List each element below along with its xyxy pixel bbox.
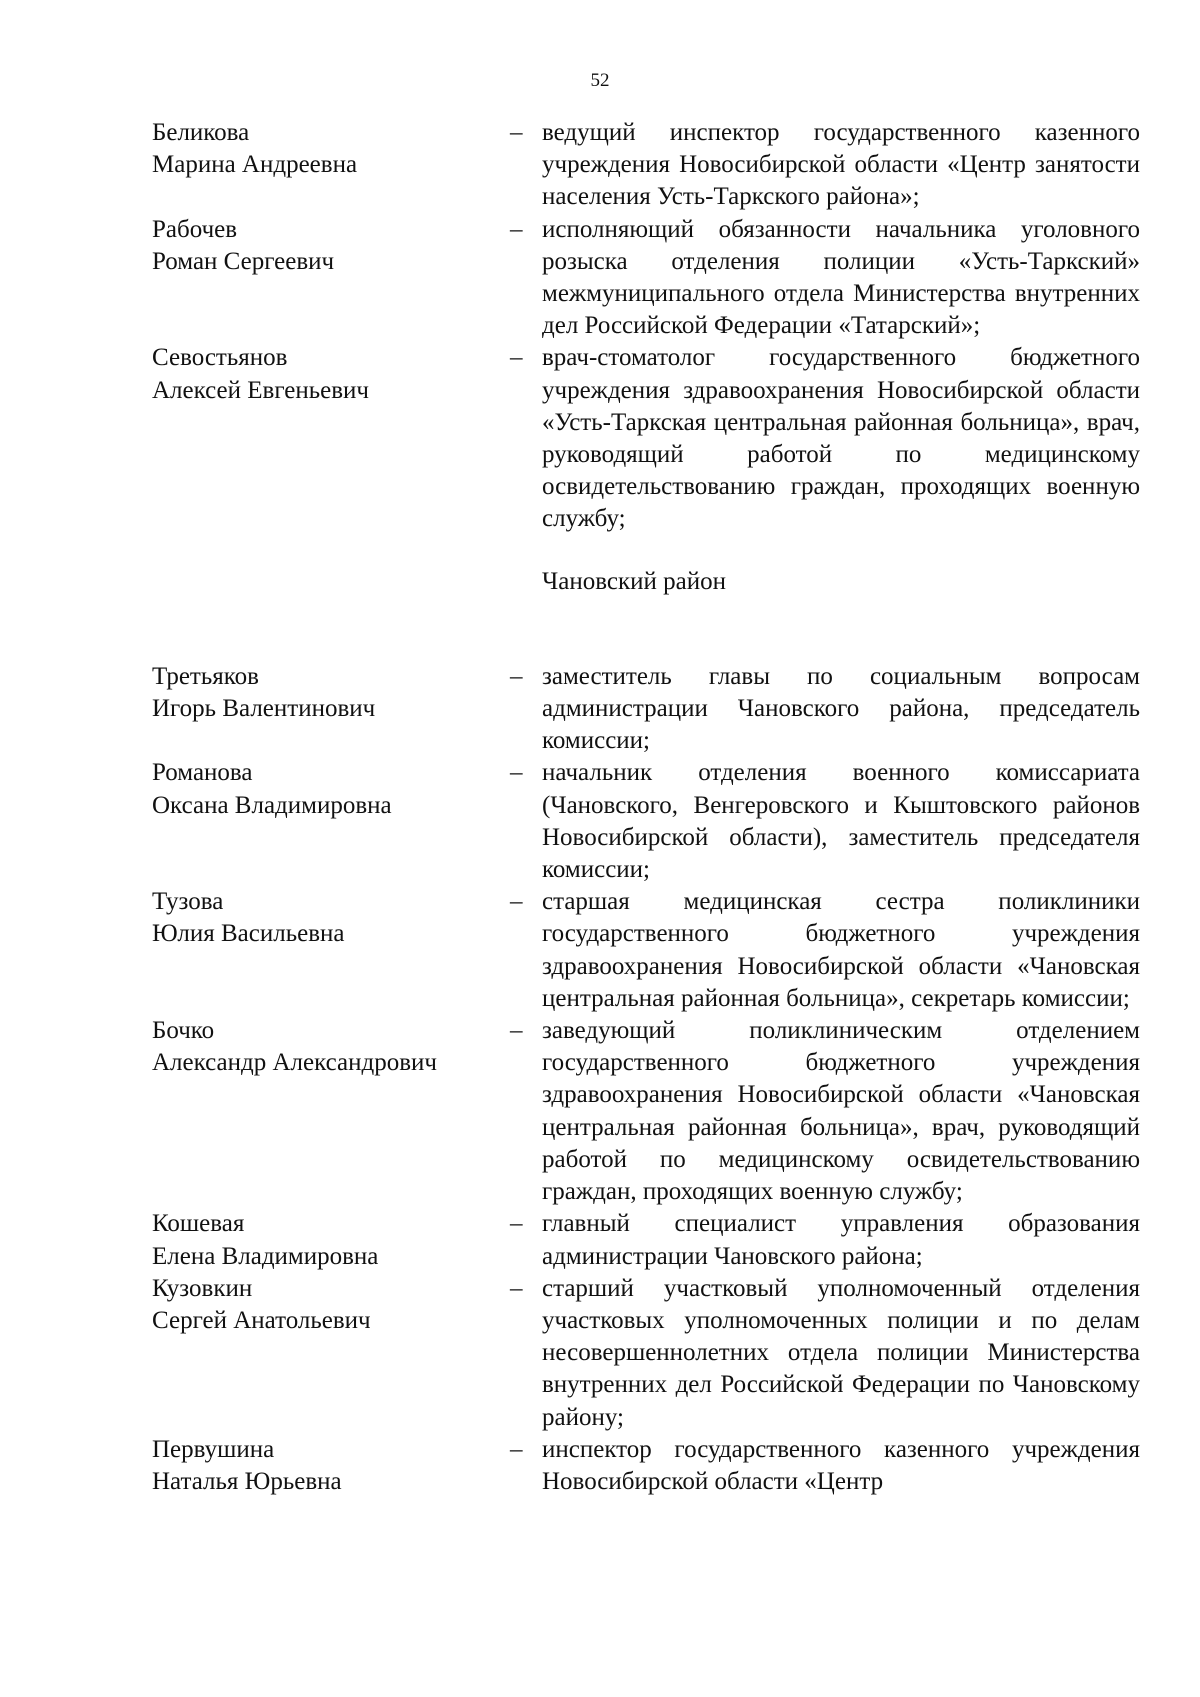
member-surname: Тузова bbox=[152, 888, 224, 916]
member-position: начальник отделения военного комиссариата (Чановского, Венгеровского и Кыштовского районов Новосибирской области), заместитель председателя комиссии; bbox=[542, 759, 1140, 884]
member-name bbox=[152, 1434, 492, 1498]
member-entry bbox=[0, 117, 1200, 214]
member-surname: Кошевая bbox=[152, 1210, 245, 1238]
member-given-names: Игорь Валентинович bbox=[152, 695, 376, 723]
member-name bbox=[152, 661, 492, 725]
dash-separator: – bbox=[510, 119, 523, 146]
member-surname: Кузовкин bbox=[152, 1274, 253, 1302]
member-position: врач-стоматолог государственного бюджетного учреждения здравоохранения Новосибирской области «Усть-Таркская центральная районная больница», врач, руководящий работой по медицинскому освидетельствованию граждан, проходящих военную службу; bbox=[542, 344, 1140, 533]
member-position: старшая медицинская сестра поликлиники государственного бюджетного учреждения здравоохранения Новосибирской области «Чановская центральная районная больница», секретарь комиссии; bbox=[542, 888, 1140, 1012]
member-given-names: Марина Андреевна bbox=[152, 151, 358, 179]
member-surname: Романова bbox=[152, 759, 253, 787]
member-name bbox=[152, 1015, 492, 1079]
member-surname: Рабочев bbox=[152, 215, 238, 243]
member-surname: Беликова bbox=[152, 119, 250, 146]
member-name bbox=[152, 117, 492, 181]
member-given-names: Наталья Юрьевна bbox=[152, 1467, 342, 1495]
dash-separator: – bbox=[510, 1435, 523, 1463]
member-given-names: Алексей Евгеньевич bbox=[152, 376, 370, 404]
member-given-names: Елена Владимировна bbox=[152, 1242, 379, 1270]
dash-separator: – bbox=[510, 662, 523, 690]
dash-separator: – bbox=[510, 215, 523, 243]
member-name bbox=[152, 757, 492, 821]
member-entry bbox=[0, 1434, 1200, 1498]
member-given-names: Юлия Васильевна bbox=[152, 920, 345, 948]
member-position: исполняющий обязанности начальника уголовного розыска отделения полиции «Усть-Таркский» межмуниципального отдела Министерства внутренних дел Российской Федерации «Татарский»; bbox=[542, 215, 1140, 340]
dash-separator: – bbox=[510, 1017, 523, 1045]
member-name bbox=[152, 214, 492, 278]
section-heading: Чановский район bbox=[542, 567, 726, 595]
member-position: заведующий поликлиническим отделением государственного бюджетного учреждения здравоохранения Новосибирской области «Чановская центральная районная больница», врач, руководящий работой по медицинскому освидетельствованию граждан, проходящих военную службу; bbox=[542, 1017, 1140, 1206]
dash-separator: – bbox=[510, 888, 523, 916]
member-entry bbox=[0, 1273, 1200, 1434]
dash-separator: – bbox=[510, 759, 523, 787]
member-entry bbox=[0, 1208, 1200, 1272]
member-name bbox=[152, 886, 492, 950]
member-name bbox=[152, 1208, 492, 1272]
dash-separator: – bbox=[510, 1274, 523, 1302]
member-entry bbox=[0, 886, 1200, 1015]
member-position: главный специалист управления образования администрации Чановского района; bbox=[542, 1210, 1140, 1270]
member-given-names: Роман Сергеевич bbox=[152, 247, 335, 275]
member-position: старший участковый уполномоченный отделения участковых уполномоченных полиции и по делам несовершеннолетних отдела полиции Министерства внутренних дел Российской Федерации по Чановскому району; bbox=[542, 1274, 1140, 1431]
member-surname: Третьяков bbox=[152, 662, 259, 690]
member-position: ведущий инспектор государственного казенного учреждения Новосибирской области «Центр занятости населения Усть-Таркского района»; bbox=[542, 119, 1140, 211]
member-given-names: Оксана Владимировна bbox=[152, 791, 392, 819]
member-surname: Севостьянов bbox=[152, 344, 288, 372]
member-entry bbox=[0, 661, 1200, 758]
document-body bbox=[0, 117, 1200, 1498]
member-given-names: Сергей Анатольевич bbox=[152, 1306, 371, 1334]
member-given-names: Александр Александрович bbox=[152, 1049, 437, 1077]
member-surname: Первушина bbox=[152, 1435, 275, 1463]
dash-separator: – bbox=[510, 344, 523, 372]
member-entry bbox=[0, 757, 1200, 886]
member-position: заместитель главы по социальным вопросам администрации Чановского района, председатель комиссии; bbox=[542, 662, 1140, 755]
member-list-chany bbox=[0, 661, 1200, 1498]
member-position: инспектор государственного казенного учреждения Новосибирской области «Центр bbox=[542, 1435, 1140, 1495]
member-list-ust-tarka bbox=[0, 117, 1200, 536]
member-entry bbox=[0, 214, 1200, 343]
member-name bbox=[152, 342, 492, 406]
member-name bbox=[152, 1273, 492, 1337]
page-number: 52 bbox=[590, 70, 610, 91]
member-surname: Бочко bbox=[152, 1017, 215, 1045]
dash-separator: – bbox=[510, 1210, 523, 1238]
member-entry bbox=[0, 342, 1200, 535]
member-entry bbox=[0, 1015, 1200, 1208]
